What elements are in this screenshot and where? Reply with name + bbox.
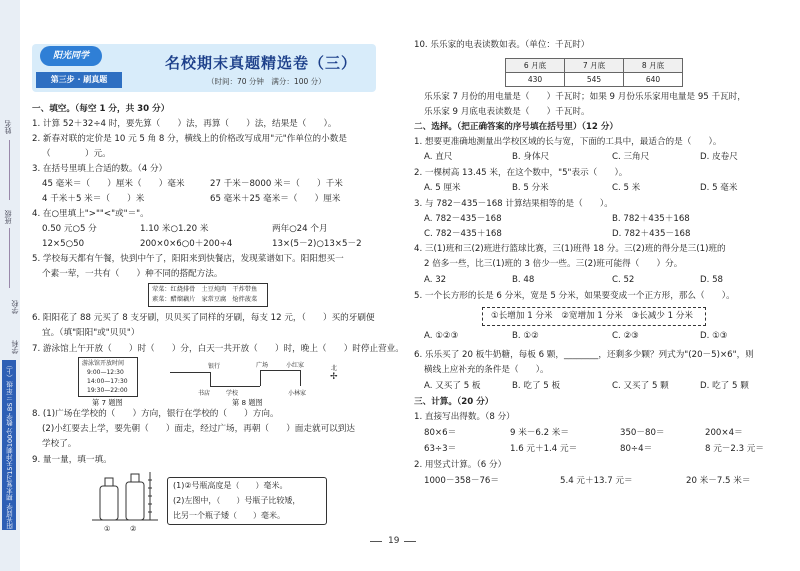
compass-north: 北 <box>331 365 338 372</box>
question-8a: 8. (1)广场在学校的（ ）方向，银行在学校的（ ）方向。 <box>32 409 279 419</box>
calc-1-r2-c: 80÷4＝ <box>620 444 653 454</box>
fig-8-caption: 第 8 题图 <box>232 398 263 407</box>
choice-6a: 6. 乐乐买了 20 板牛奶糖，每板 6 颗，________，还剩多少颗？列式为"(20－5)×6"，则 <box>414 350 754 360</box>
bottles-figure <box>92 472 162 534</box>
choice-5-opt-b: B. ①② <box>512 331 539 341</box>
bottle-1-body <box>100 486 118 520</box>
school-label: 学校 <box>11 300 19 314</box>
choice-5-option-box <box>482 307 706 326</box>
calc-2: 2. 用竖式计算。（6 分） <box>414 460 507 470</box>
calc-2-a: 1000－358－76＝ <box>424 476 499 486</box>
question-4-r2a: 12×5○50 <box>42 239 85 249</box>
menu-meat: 荤菜：红烧排骨 土豆炖肉 干炸带鱼 <box>152 286 258 293</box>
name-label: 姓名 <box>4 120 12 134</box>
question-1: 1. 计算 52＋32÷4 时，要先算（ ）法，再算（ ）法，结果是（ ）。 <box>32 119 337 129</box>
map-label-square: 广场 <box>256 362 269 369</box>
question-4-r2b: 200×0×6○0＋200÷4 <box>140 239 233 249</box>
choice-6-opt-b: B. 吃了 5 板 <box>512 381 561 391</box>
choice-2-opt-c: C. 5 米 <box>612 183 641 193</box>
calc-1: 1. 直接写出得数。（8 分） <box>414 412 515 422</box>
section-3-heading: 三、计算。（20 分） <box>414 397 494 407</box>
choice-2-opt-d: D. 5 毫米 <box>700 183 738 193</box>
bottle-1-neck <box>105 478 113 486</box>
bottle-1-label: ① <box>104 524 111 533</box>
question-3-r1b: 27 千米－8000 米＝（ ）千米 <box>210 179 343 189</box>
calc-1-r1-a: 80×6＝ <box>424 428 457 438</box>
page-title: 名校期末真题精选卷（三） <box>165 54 358 72</box>
choice-3-opt-d: D. 782＋435－168 <box>612 229 691 239</box>
question-3: 3. 在括号里填上合适的数。（4 分） <box>32 164 168 174</box>
choice-4b: 2 倍多一些，比三(1)班的 3 倍少一些。三(2)班可能得（ ）分。 <box>424 259 683 269</box>
choice-3-opt-b: B. 782＋435＋168 <box>612 214 690 224</box>
table-head-july: 7 月底 <box>565 59 624 73</box>
step-label: 第三步 · 刷真题 <box>36 72 122 88</box>
exam-subtitle: （时间：70 分钟 满分：100 分） <box>207 77 326 86</box>
map-road-4 <box>260 370 261 386</box>
choice-6-opt-d: D. 吃了 5 颗 <box>700 381 749 391</box>
map-road-2 <box>210 372 211 386</box>
question-10b: 乐乐家 7 月份的用电量是（ ）千瓦时；如果 9 月份乐乐家用电量是 95 千瓦时， <box>424 92 746 102</box>
question-4-r1a: 0.50 元○5 分 <box>42 224 97 234</box>
question-5b: 个素一荤，一共有（ ）种不同的搭配方法。 <box>42 269 223 279</box>
map-label-school: 学校 <box>226 390 239 397</box>
choice-5-statements: ①长增加 1 分米 ②宽增加 1 分米 ③长减少 1 分米 <box>491 311 694 321</box>
choice-4-opt-c: C. 52 <box>612 275 635 285</box>
table-val-august: 640 <box>624 73 683 87</box>
fig-7-caption: 第 7 题图 <box>92 398 123 407</box>
choice-6b: 横线上应补充的条件是（ ）。 <box>424 365 549 375</box>
map-road-6 <box>300 370 301 386</box>
choice-3: 3. 与 782－435－168 计算结果相等的是（ ）。 <box>414 199 613 209</box>
bottle-2-neck <box>131 474 139 482</box>
question-9-part-1: (1)②号瓶高度是（ ）毫米。 <box>173 481 288 490</box>
choice-5-opt-d: D. ①③ <box>700 331 728 341</box>
calc-2-b: 5.4 元＋13.7 元＝ <box>560 476 633 486</box>
brand-tab: 阳光同学 期末复习15天冲刺100分 数学 BS 三年级（上） <box>2 360 16 530</box>
choice-2: 2. 一棵树高 13.45 米，在这个数中，"5"表示（ ）。 <box>414 168 628 178</box>
choice-1-opt-c: C. 三角尺 <box>612 152 650 162</box>
choice-4a: 4. 三(1)班和三(2)班进行篮球比赛，三(1)班得 18 分。三(2)班的得分是三(1)班的 <box>414 244 726 254</box>
question-2b: （ ）元。 <box>42 149 111 159</box>
schedule-slot-2: 14:00—17:30 <box>87 378 128 385</box>
question-6a: 6. 阳阳花了 88 元买了 8 支牙刷，贝贝买了同样的牙刷，每支 12 元，（ ）买的牙刷便 <box>32 313 375 323</box>
choice-2-opt-b: B. 5 分米 <box>512 183 549 193</box>
compass-arrow-icon: ✢ <box>330 372 338 382</box>
swim-schedule-box <box>78 357 138 397</box>
choice-3-opt-c: C. 782－435＋168 <box>424 229 502 239</box>
section-2-heading: 二、选择。（把正确答案的序号填在括号里）（12 分） <box>414 122 619 132</box>
meter-table <box>505 58 683 87</box>
map-label-xiaohong-home: 小红家 <box>286 362 305 369</box>
calc-1-r2-d: 8 元－2.3 元＝ <box>705 444 764 454</box>
bottle-2-body <box>126 482 144 520</box>
calc-1-r1-c: 350－80＝ <box>620 428 665 438</box>
question-9: 9. 量一量，填一填。 <box>32 455 112 465</box>
subject-label: 学科 <box>11 340 19 354</box>
bottle-2-label: ② <box>130 524 137 533</box>
class-line <box>9 228 10 288</box>
map-road-5 <box>260 370 300 371</box>
class-label: 班级 <box>4 210 12 224</box>
name-line <box>9 140 10 200</box>
calc-1-r1-b: 9 米－6.2 米＝ <box>510 428 569 438</box>
question-3-r2a: 4 千米＋5 米＝（ ）米 <box>42 194 145 204</box>
question-8c: 学校了。 <box>42 439 77 449</box>
map-label-xiaolin-home: 小林家 <box>288 390 307 397</box>
schedule-title: 游泳馆开放时间 <box>82 360 125 367</box>
question-9-answer-box <box>167 477 327 525</box>
question-9-part-2: (2)左图中，（ ）号瓶子比较矮， <box>173 496 301 505</box>
schedule-slot-3: 19:30—22:00 <box>87 387 128 394</box>
calc-1-r1-d: 200×4＝ <box>705 428 743 438</box>
question-6b: 宜。（填"阳阳"或"贝贝"） <box>42 328 140 338</box>
choice-5-opt-a: A. ①②③ <box>424 331 459 341</box>
page-number-rule-left <box>370 541 382 542</box>
choice-5-opt-c: C. ②③ <box>612 331 639 341</box>
table-val-july: 545 <box>565 73 624 87</box>
logo: 阳光同学 <box>40 46 102 66</box>
question-4-r2c: 13×(5－2)○13×5－2 <box>272 239 362 249</box>
choice-4-opt-d: D. 58 <box>700 275 724 285</box>
menu-veg: 素菜：醋熘藕片 家常豆腐 炝拌菠菜 <box>152 296 258 303</box>
choice-6-opt-c: C. 又买了 5 颗 <box>612 381 669 391</box>
choice-4-opt-a: A. 32 <box>424 275 447 285</box>
choice-1: 1. 想要更准确地测量出学校区域的长与宽，下面的工具中，最适合的是（ ）。 <box>414 137 722 147</box>
choice-5: 5. 一个长方形的长是 6 分米，宽是 5 分米，如果要变成一个正方形，那么（ ）。 <box>414 291 735 301</box>
page-number: 19 <box>388 536 400 546</box>
section-1-heading: 一、填空。（每空 1 分，共 30 分） <box>32 104 170 114</box>
question-4-r1b: 1.10 米○1.20 米 <box>140 224 209 234</box>
table-head-june: 6 月底 <box>506 59 565 73</box>
map-label-bank: 银行 <box>208 363 221 370</box>
question-7: 7. 游泳馆上午开放（ ）时（ ）分，白天一共开放（ ）时，晚上（ ）时停止营业。 <box>32 344 404 354</box>
choice-2-opt-a: A. 5 厘米 <box>424 183 461 193</box>
question-4: 4. 在○里填上">""<"或"＝"。 <box>32 209 149 219</box>
table-val-june: 430 <box>506 73 565 87</box>
question-8b: (2)小红要去上学，要先朝（ ）面走，经过广场，再朝（ ）面走就可以到达 <box>42 424 355 434</box>
choice-1-opt-b: B. 身体尺 <box>512 152 550 162</box>
choice-4-opt-b: B. 48 <box>512 275 535 285</box>
question-10: 10. 乐乐家的电表读数如表。（单位：千瓦时） <box>414 40 590 50</box>
question-10c: 乐乐家 9 月底电表读数是（ ）千瓦时。 <box>424 107 590 117</box>
map-label-bookstore: 书店 <box>198 390 211 397</box>
calc-2-c: 20 米－7.5 米＝ <box>686 476 751 486</box>
table-head-august: 8 月底 <box>624 59 683 73</box>
menu-box <box>148 283 268 307</box>
question-5a: 5. 学校每天都有午餐，快到中午了，阳阳来到快餐店，发现菜谱如下。阳阳想买一 <box>32 254 344 264</box>
calc-1-r2-b: 1.6 元＋1.4 元＝ <box>510 444 578 454</box>
calc-1-r2-a: 63÷3＝ <box>424 444 457 454</box>
schedule-slot-1: 9:00—12:30 <box>87 369 124 376</box>
question-4-r1c: 两年○24 个月 <box>272 224 328 234</box>
map-road-3 <box>210 386 260 387</box>
map-road-1 <box>170 372 210 373</box>
choice-1-opt-a: A. 直尺 <box>424 152 453 162</box>
page-number-rule-right <box>404 541 416 542</box>
question-3-r1a: 45 毫米＝（ ）厘米（ ）毫米 <box>42 179 185 189</box>
choice-3-opt-a: A. 782－435－168 <box>424 214 502 224</box>
choice-1-opt-d: D. 皮卷尺 <box>700 152 738 162</box>
question-3-r2b: 65 毫米＋25 毫米＝（ ）厘米 <box>210 194 341 204</box>
question-2a: 2. 新春对联的定价是 10 元 5 角 8 分，横线上的价格改写成用"元"作单位的小数是 <box>32 134 347 144</box>
question-9-part-3: 比另一个瓶子矮（ ）毫米。 <box>173 511 285 520</box>
choice-6-opt-a: A. 又买了 5 板 <box>424 381 481 391</box>
